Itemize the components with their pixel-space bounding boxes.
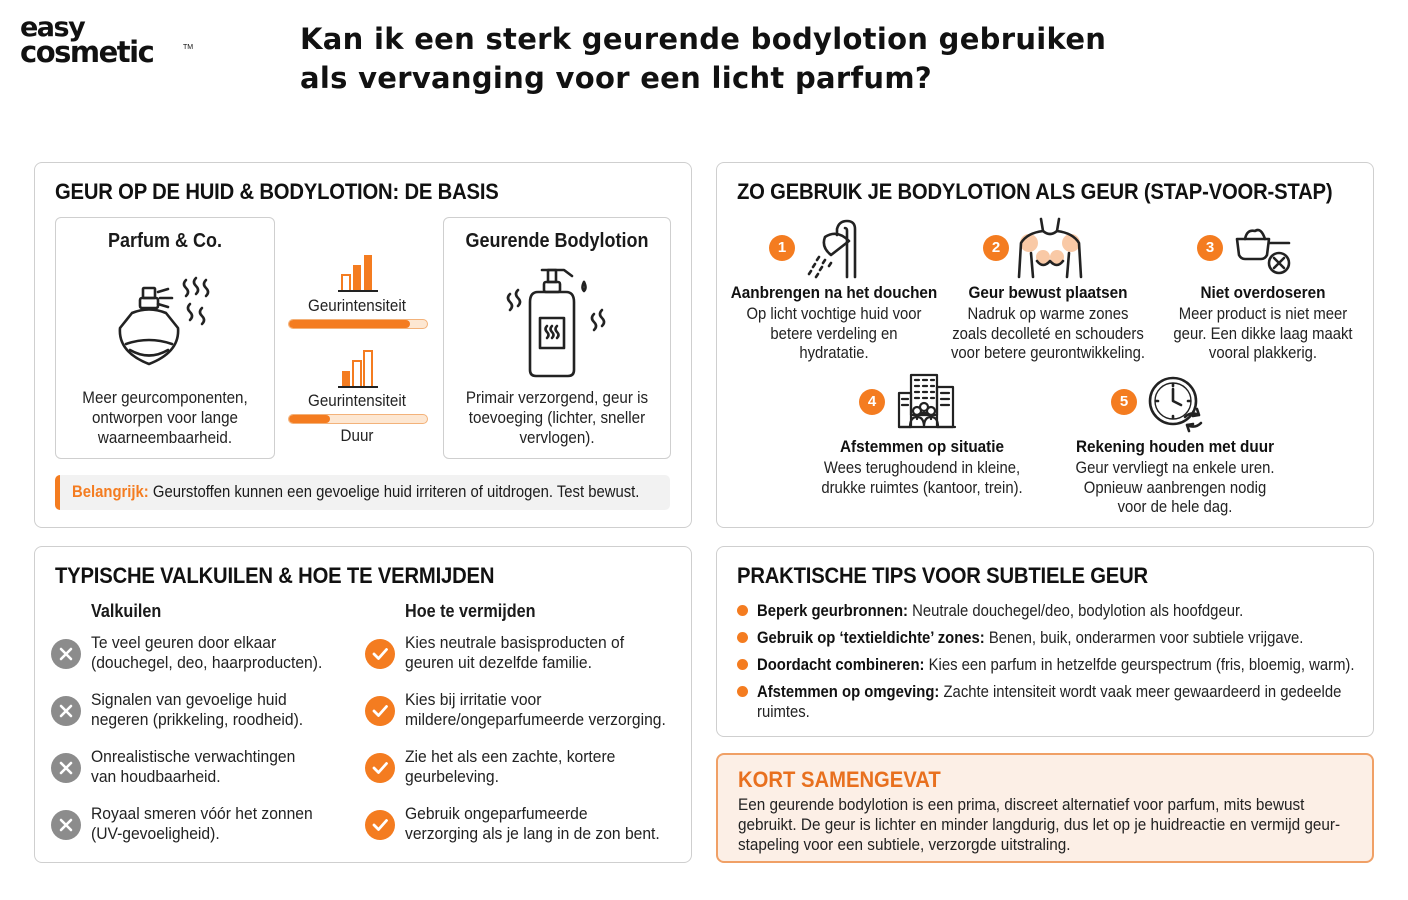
step-5-text: Geur vervliegt na enkele uren. Opnieuw aanbrengen nodig voor de hele dag. — [1075, 459, 1275, 516]
pitfalls-col-left: Valkuilen — [91, 601, 162, 621]
steps-panel — [716, 162, 1374, 528]
basics-title: GEUR OP DE HUID & BODYLOTION: DE BASIS — [55, 179, 499, 204]
pitfall-line: van houdbaarheid. — [91, 767, 221, 786]
step-4-number: 4 — [859, 389, 885, 415]
tip-text: Kies een parfum in hetzelfde geurspectrum (fris, bloemig, warm). — [928, 656, 1355, 674]
tip-bold: Beperk geurbronnen: — [757, 602, 909, 620]
meter-bottom-label: Geurintensiteit — [308, 392, 406, 410]
bullet-dot-icon — [737, 686, 748, 697]
perfume-card-text: Meer geurcomponenten, ontworpen voor lange waarneembaarheid. — [82, 389, 248, 447]
avoid-line: Kies bij irritatie voor — [405, 690, 542, 709]
pitfall-line: (douchegel, deo, haarproducten). — [91, 653, 323, 672]
step-2-number: 2 — [983, 235, 1009, 261]
upper-body-icon — [1015, 217, 1085, 279]
perfume-card — [55, 217, 275, 459]
meter-top-label: Geurintensiteit — [308, 297, 406, 315]
pitfalls-panel — [34, 546, 692, 863]
pitfall-line: Signalen van gevoelige huid — [91, 690, 287, 709]
cross-icon — [51, 810, 81, 840]
step-1-number: 1 — [769, 235, 795, 261]
meter-top-bar — [288, 319, 428, 329]
cross-icon — [51, 753, 81, 783]
intensity-low-icon — [338, 347, 378, 389]
steps-title: ZO GEBRUIK JE BODYLOTION ALS GEUR (STAP-VOOR-STAP) — [737, 179, 1333, 204]
check-icon — [365, 753, 395, 783]
avoid-line: Kies neutrale basisproducten of — [405, 633, 625, 652]
note-text: Geurstoffen kunnen een gevoelige huid irriteren of uitdrogen. Test bewust. — [152, 483, 640, 501]
cross-icon — [51, 696, 81, 726]
clock-refresh-icon — [1147, 375, 1205, 431]
lotion-card — [443, 217, 671, 459]
avoid-text — [405, 633, 624, 673]
step-5-title: Rekening houden met duur — [1075, 437, 1275, 456]
pitfall-text — [91, 804, 313, 844]
logo-line-1: easy — [20, 12, 85, 43]
avoid-text — [405, 690, 666, 730]
meter-bottom-fill — [289, 415, 330, 423]
avoid-line: mildere/ongeparfumeerde verzorging. — [405, 710, 666, 729]
lotion-card-text: Primair verzorgend, geur is toevoeging (lichter, sneller vervlogen). — [465, 389, 649, 447]
pitfall-text — [91, 747, 295, 787]
logo-line-2: cosmetic — [20, 35, 154, 69]
pitfall-line: Te veel geuren door elkaar — [91, 633, 277, 652]
step-4-text: Wees terughoudend in kleine, drukke ruimtes (kantoor, trein). — [821, 459, 1023, 497]
tip-item — [757, 682, 1341, 722]
lotion-card-title: Geurende Bodylotion — [465, 230, 649, 252]
logo-trademark: TM — [183, 44, 194, 51]
step-3-number: 3 — [1197, 235, 1223, 261]
bullet-dot-icon — [737, 632, 748, 643]
tip-bold: Gebruik op ‘textieldichte’ zones: — [757, 629, 985, 647]
tip-item — [757, 655, 1355, 675]
pitfall-text — [91, 690, 303, 730]
bullet-dot-icon — [737, 659, 748, 670]
pitfalls-col-right: Hoe te vermijden — [405, 601, 536, 621]
tip-text: Neutrale douchegel/deo, bodylotion als hoofdgeur. — [912, 602, 1244, 620]
check-icon — [365, 810, 395, 840]
step-4-title: Afstemmen op situatie — [839, 437, 1005, 456]
step-5-number: 5 — [1111, 389, 1137, 415]
tips-title: PRAKTISCHE TIPS VOOR SUBTIELE GEUR — [737, 563, 1148, 588]
avoid-line: Gebruik ongeparfumeerde — [405, 804, 588, 823]
page-title: Kan ik een sterk geurende bodylotion gebruiken als vervanging voor een licht parfum? — [300, 22, 1107, 95]
step-3-title: Niet overdoseren — [1200, 283, 1326, 302]
step-3-text: Meer product is niet meer geur. Een dikke laag maakt vooral plakkerig. — [1173, 305, 1353, 362]
basics-panel — [34, 162, 692, 528]
pitfall-line: (UV-gevoeligheid). — [91, 824, 220, 843]
step-1-text: Op licht vochtige huid voor betere verdeling en hydratatie. — [746, 305, 922, 362]
avoid-line: geuren uit dezelfde familie. — [405, 653, 592, 672]
step-2-title: Geur bewust plaatsen — [968, 283, 1128, 302]
pump-bottle-icon — [502, 264, 617, 380]
pitfall-text — [91, 633, 322, 673]
cross-icon — [51, 639, 81, 669]
step-1-title: Aanbrengen na het douchen — [730, 283, 938, 302]
summary-title: KORT SAMENGEVAT — [738, 767, 941, 792]
pitfall-line: negeren (prikkeling, roodheid). — [91, 710, 304, 729]
tips-panel — [716, 546, 1374, 737]
avoid-line: Zie het als een zachte, kortere — [405, 747, 616, 766]
tip-bold: Doordacht combineren: — [757, 656, 925, 674]
intensity-high-icon — [338, 251, 378, 293]
tip-bold: Afstemmen op omgeving: — [757, 683, 940, 701]
bullet-dot-icon — [737, 605, 748, 616]
perfume-bottle-icon — [108, 266, 228, 376]
check-icon — [365, 639, 395, 669]
tip-text: Benen, buik, onderarmen voor subtiele vrijgave. — [988, 629, 1304, 647]
avoid-line: geurbeleving. — [405, 767, 499, 786]
shower-icon — [805, 217, 867, 279]
pitfalls-title: TYPISCHE VALKUILEN & HOE TE VERMIJDEN — [55, 563, 495, 588]
avoid-text — [405, 747, 615, 787]
summary-text: Een geurende bodylotion is een prima, discreet alternatief voor parfum, mits bewust gebruikt. De geur is lichter en minder langdurig, dus let op je huidreactie en vermijd geur-stapeling voor een subtiele, verzorgde uitstraling. — [738, 795, 1341, 854]
avoid-text — [405, 804, 660, 844]
meter-top-fill — [289, 320, 410, 328]
tip-continuation: ruimtes. — [757, 703, 810, 721]
brand-logo — [20, 12, 194, 69]
scoop-no-icon — [1233, 225, 1295, 277]
office-people-icon — [897, 373, 957, 431]
important-note — [55, 475, 670, 510]
tip-item — [757, 628, 1303, 648]
pitfall-line: Onrealistische verwachtingen — [91, 747, 296, 766]
step-2-text: Nadruk op warme zones zoals decolleté en schouders voor betere geurontwikkeling. — [950, 305, 1145, 362]
meter-bottom-sublabel: Duur — [340, 427, 374, 445]
pitfall-line: Royaal smeren vóór het zonnen — [91, 804, 313, 823]
summary-box — [716, 753, 1374, 863]
check-icon — [365, 696, 395, 726]
meter-bottom-bar — [288, 414, 428, 424]
tip-text: Zachte intensiteit wordt vaak meer gewaardeerd in gedeelde — [943, 683, 1342, 701]
perfume-card-title: Parfum & Co. — [107, 230, 223, 252]
note-label: Belangrijk: — [72, 483, 149, 501]
tip-item — [757, 601, 1243, 621]
avoid-line: verzorging als je lang in de zon bent. — [405, 824, 660, 843]
